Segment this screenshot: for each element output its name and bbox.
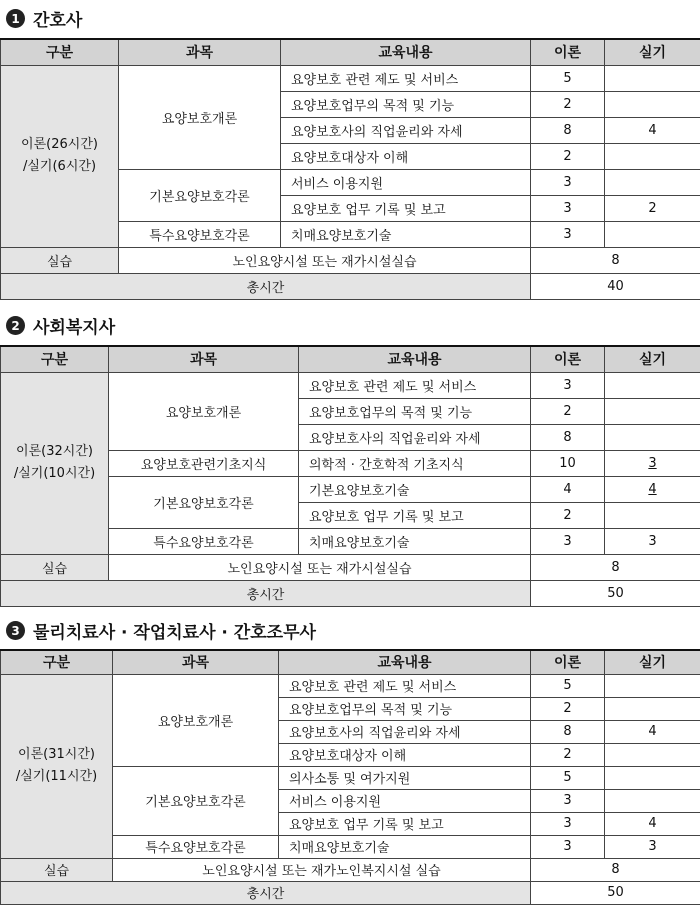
header-subject: 과목 — [113, 650, 279, 674]
content-cell: 치매요양보호기술 — [281, 221, 531, 247]
subject-cell: 특수요양보호각론 — [113, 835, 279, 858]
training-hours: 8 — [531, 247, 700, 273]
subject-cell: 특수요양보호각론 — [119, 221, 281, 247]
header-practice: 실기 — [605, 650, 700, 674]
theory-cell: 3 — [531, 221, 605, 247]
theory-cell: 3 — [531, 812, 605, 835]
practice-cell — [605, 169, 700, 195]
practice-cell — [605, 766, 700, 789]
header-content: 교육내용 — [279, 650, 531, 674]
section-3-table — [0, 649, 700, 905]
header-theory: 이론 — [531, 39, 605, 65]
content-cell: 기본요양보호기술 — [299, 476, 531, 502]
subject-cell: 요양보호개론 — [113, 674, 279, 766]
section-2-title — [6, 313, 115, 338]
practice-cell: 4 — [605, 720, 700, 743]
theory-cell: 5 — [531, 65, 605, 91]
content-cell: 요양보호대상자 이해 — [279, 743, 531, 766]
content-cell: 요양보호 관련 제도 및 서비스 — [281, 65, 531, 91]
practice-cell — [605, 697, 700, 720]
subject-cell: 기본요양보호각론 — [113, 766, 279, 835]
practice-cell — [605, 221, 700, 247]
header-category: 구분 — [1, 650, 113, 674]
theory-cell: 5 — [531, 674, 605, 697]
section-title-text: 물리치료사 · 작업치료사 · 간호조무사 — [33, 623, 316, 643]
practice-cell: 4 — [605, 812, 700, 835]
practice-cell — [605, 398, 700, 424]
theory-cell: 4 — [531, 476, 605, 502]
theory-cell: 2 — [531, 91, 605, 117]
section-2-table — [0, 345, 700, 607]
header-content: 교육내용 — [299, 346, 531, 372]
number-badge: 1 — [6, 9, 25, 28]
total-hours: 50 — [531, 580, 700, 606]
content-cell: 요양보호업무의 목적 및 기능 — [299, 398, 531, 424]
content-cell: 요양보호 관련 제도 및 서비스 — [279, 674, 531, 697]
theory-cell: 2 — [531, 697, 605, 720]
header-practice: 실기 — [605, 346, 700, 372]
content-cell: 요양보호업무의 목적 및 기능 — [279, 697, 531, 720]
header-category: 구분 — [1, 346, 109, 372]
subject-cell: 요양보호개론 — [119, 65, 281, 169]
total-label: 총시간 — [1, 881, 531, 904]
theory-cell: 3 — [531, 372, 605, 398]
practice-cell — [605, 502, 700, 528]
theory-cell: 10 — [531, 450, 605, 476]
training-label: 실습 — [1, 554, 109, 580]
subject-cell: 기본요양보호각론 — [119, 169, 281, 221]
theory-cell: 8 — [531, 720, 605, 743]
header-theory: 이론 — [531, 650, 605, 674]
subject-cell: 특수요양보호각론 — [109, 528, 299, 554]
theory-cell: 5 — [531, 766, 605, 789]
section-1-table — [0, 38, 700, 300]
total-hours: 40 — [531, 273, 700, 299]
practice-cell — [605, 372, 700, 398]
training-content: 노인요양시설 또는 재가노인복지시설 실습 — [113, 858, 531, 881]
header-subject: 과목 — [119, 39, 281, 65]
theory-cell: 2 — [531, 502, 605, 528]
section-1-title — [6, 6, 82, 31]
practice-cell — [605, 65, 700, 91]
content-cell: 요양보호 업무 기록 및 보고 — [281, 195, 531, 221]
practice-cell: 4 — [605, 476, 700, 502]
header-subject: 과목 — [109, 346, 299, 372]
theory-cell: 2 — [531, 143, 605, 169]
training-hours: 8 — [531, 858, 700, 881]
content-cell: 요양보호대상자 이해 — [281, 143, 531, 169]
training-content: 노인요양시설 또는 재가시설실습 — [119, 247, 531, 273]
content-cell: 서비스 이용지원 — [279, 789, 531, 812]
header-category: 구분 — [1, 39, 119, 65]
practice-cell — [605, 91, 700, 117]
content-cell: 서비스 이용지원 — [281, 169, 531, 195]
header-theory: 이론 — [531, 346, 605, 372]
category-cell: 이론(31시간) /실기(11시간) — [1, 674, 113, 858]
training-hours: 8 — [531, 554, 700, 580]
theory-cell: 2 — [531, 743, 605, 766]
total-hours: 50 — [531, 881, 700, 904]
practice-cell — [605, 743, 700, 766]
practice-cell: 3 — [605, 450, 700, 476]
content-cell: 요양보호 관련 제도 및 서비스 — [299, 372, 531, 398]
category-cell: 이론(26시간) /실기(6시간) — [1, 65, 119, 247]
practice-cell: 3 — [605, 835, 700, 858]
theory-cell: 2 — [531, 398, 605, 424]
content-cell: 요양보호 업무 기록 및 보고 — [299, 502, 531, 528]
practice-cell — [605, 143, 700, 169]
theory-cell: 3 — [531, 195, 605, 221]
category-cell: 이론(32시간) /실기(10시간) — [1, 372, 109, 554]
theory-cell: 3 — [531, 789, 605, 812]
header-practice: 실기 — [605, 39, 700, 65]
training-content: 노인요양시설 또는 재가시설실습 — [109, 554, 531, 580]
number-badge: 2 — [6, 316, 25, 335]
total-label: 총시간 — [1, 580, 531, 606]
practice-cell — [605, 789, 700, 812]
section-3-title — [6, 618, 316, 643]
content-cell: 요양보호 업무 기록 및 보고 — [279, 812, 531, 835]
content-cell: 의학적 · 간호학적 기초지식 — [299, 450, 531, 476]
total-label: 총시간 — [1, 273, 531, 299]
content-cell: 치매요양보호기술 — [299, 528, 531, 554]
content-cell: 요양보호사의 직업윤리와 자세 — [281, 117, 531, 143]
theory-cell: 8 — [531, 117, 605, 143]
theory-cell: 3 — [531, 835, 605, 858]
theory-cell: 3 — [531, 528, 605, 554]
practice-cell: 2 — [605, 195, 700, 221]
header-content: 교육내용 — [281, 39, 531, 65]
content-cell: 요양보호사의 직업윤리와 자세 — [279, 720, 531, 743]
content-cell: 요양보호사의 직업윤리와 자세 — [299, 424, 531, 450]
content-cell: 의사소통 및 여가지원 — [279, 766, 531, 789]
subject-cell: 요양보호관련기초지식 — [109, 450, 299, 476]
subject-cell: 요양보호개론 — [109, 372, 299, 450]
training-label: 실습 — [1, 858, 113, 881]
practice-cell — [605, 674, 700, 697]
number-badge: 3 — [6, 621, 25, 640]
training-label: 실습 — [1, 247, 119, 273]
content-cell: 요양보호업무의 목적 및 기능 — [281, 91, 531, 117]
practice-cell: 4 — [605, 117, 700, 143]
practice-cell — [605, 424, 700, 450]
practice-cell: 3 — [605, 528, 700, 554]
section-title-text: 사회복지사 — [33, 318, 116, 338]
theory-cell: 3 — [531, 169, 605, 195]
section-title-text: 간호사 — [33, 11, 83, 31]
theory-cell: 8 — [531, 424, 605, 450]
content-cell: 치매요양보호기술 — [279, 835, 531, 858]
subject-cell: 기본요양보호각론 — [109, 476, 299, 528]
